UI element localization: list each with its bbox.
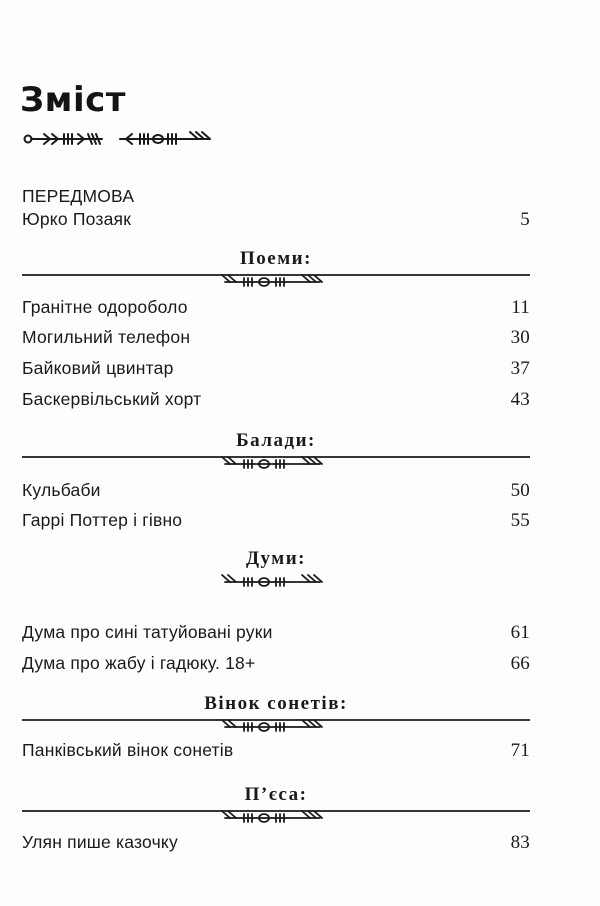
toc-entry-label: Кульбаби xyxy=(22,480,101,500)
toc-entry-page: 55 xyxy=(510,510,530,531)
toc-entry-label: Байковий цвинтар xyxy=(22,358,174,378)
toc-entry[interactable] xyxy=(22,358,530,384)
toc-entry[interactable] xyxy=(22,297,530,323)
toc-entry[interactable] xyxy=(22,510,530,536)
toc-entry[interactable] xyxy=(22,480,530,506)
toc-entry-label: Дума про жабу і гадюку. 18+ xyxy=(22,653,256,673)
toc-entry-label: Дума про сині татуйовані руки xyxy=(22,622,273,642)
preface-heading: ПЕРЕДМОВА xyxy=(22,186,135,206)
toc-entry-page: 71 xyxy=(510,740,530,761)
toc-entry[interactable] xyxy=(22,653,530,679)
toc-entry-label: Гранітне одороболо xyxy=(22,297,188,317)
toc-entry-label: Юрко Позаяк xyxy=(22,209,132,229)
toc-entry-page: 61 xyxy=(510,622,530,643)
toc-entry[interactable] xyxy=(22,740,530,766)
section-divider-icon xyxy=(22,268,530,290)
toc-entry-page: 30 xyxy=(510,327,530,348)
section-heading-dumas: Думи: xyxy=(245,548,307,569)
toc-entry[interactable] xyxy=(22,832,530,858)
section-divider-icon xyxy=(22,450,530,472)
section-divider-icon xyxy=(22,568,530,590)
toc-entry-page: 43 xyxy=(510,389,530,410)
toc-entry[interactable] xyxy=(22,622,530,648)
toc-entry-label: Гаррі Поттер і гівно xyxy=(22,510,183,530)
section-heading-ballads: Балади: xyxy=(236,430,316,451)
toc-entry[interactable] xyxy=(22,327,530,353)
section-heading-poems: Поеми: xyxy=(240,248,312,269)
toc-entry-page: 83 xyxy=(510,832,530,853)
toc-entry-page: 5 xyxy=(520,209,530,230)
toc-entry-page: 50 xyxy=(510,480,530,501)
toc-entry-label: Панківський вінок сонетів xyxy=(22,740,234,760)
toc-entry-label: Баскервільський хорт xyxy=(22,389,202,409)
toc-entry-label: Улян пише казочку xyxy=(22,832,178,852)
section-divider-icon xyxy=(22,804,530,826)
toc-entry-page: 11 xyxy=(511,297,530,318)
toc-entry-page: 66 xyxy=(510,653,530,674)
toc-entry-preface[interactable] xyxy=(22,209,530,235)
section-divider-icon xyxy=(22,713,530,735)
page-title: Зміст xyxy=(20,80,126,120)
section-heading-play: П’єса: xyxy=(244,784,308,805)
toc-entry-label: Могильний телефон xyxy=(22,327,191,347)
arrow-ornament-icon xyxy=(22,128,212,150)
toc-entry-page: 37 xyxy=(510,358,530,379)
section-heading-sonnet-wreath: Вінок сонетів: xyxy=(204,693,348,714)
toc-entry[interactable] xyxy=(22,389,530,415)
